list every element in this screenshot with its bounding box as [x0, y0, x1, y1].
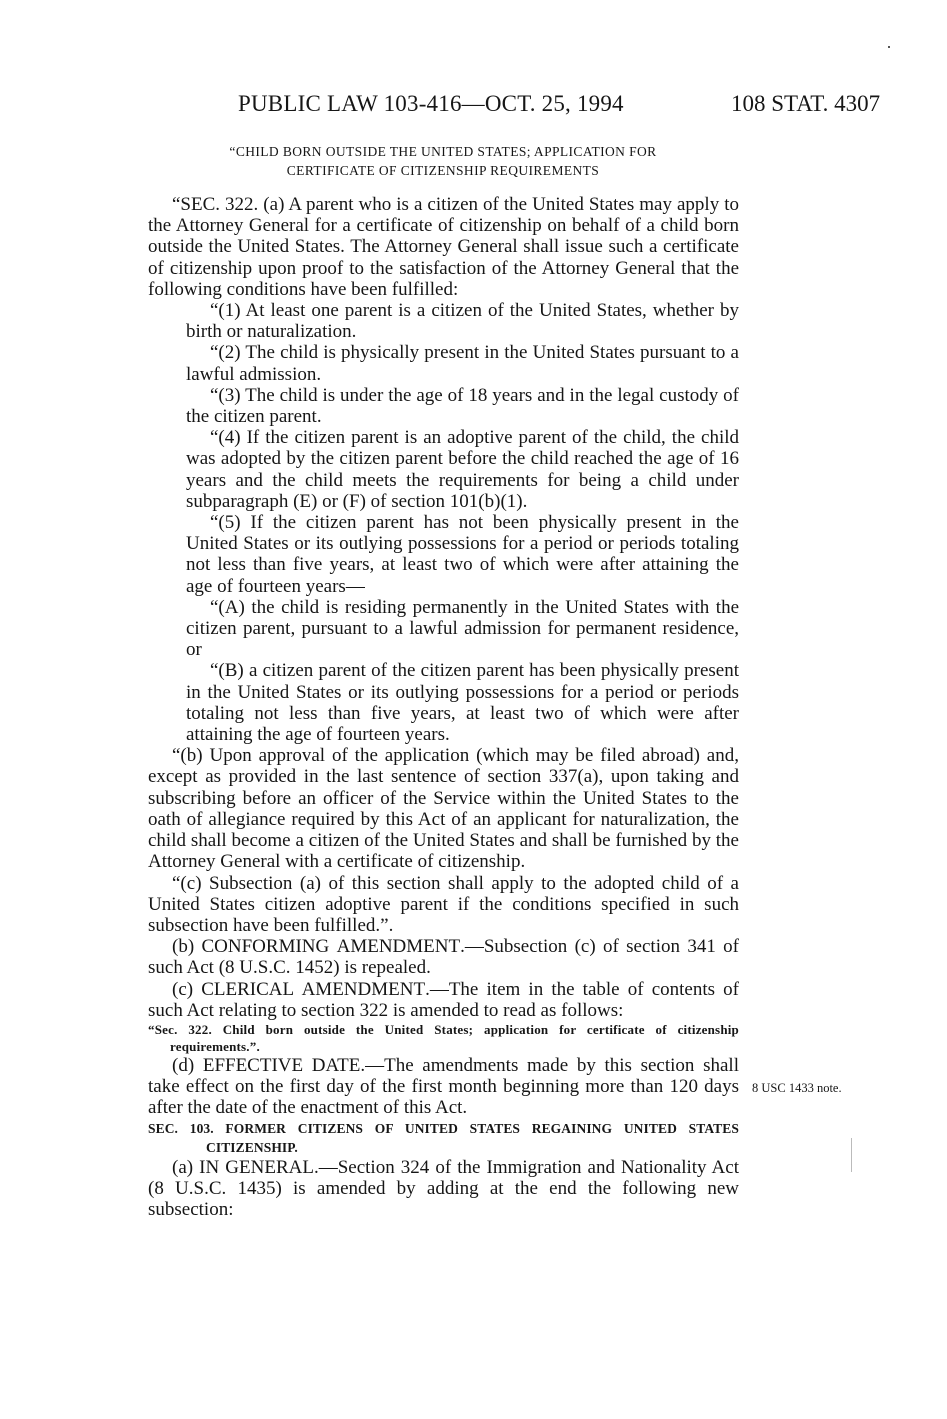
effective-text: .—The amendments made by this section shall take effect on the first day of the first month beginning more than 120 days after the date of the enactment of this Act.: [148, 1054, 739, 1119]
section-caption-line-2: CERTIFICATE OF CITIZENSHIP REQUIREMENTS: [286, 163, 600, 178]
sec-322-lead-smallcaps: EC: [191, 194, 216, 215]
conforming-label-2: A: [336, 936, 351, 958]
effective-label-2-smallcaps: ATE: [325, 1054, 361, 1076]
stat-page-number: 108 STAT. 4307: [731, 91, 881, 116]
subsection-b-paragraph: “(b) Upon approval of the application (which may be filed abroad) and, except as provided in the last sentence of section 337(a), upon taking and subscribing before an officer of the Service within the United States to the oath of allegiance required by this Act of an applicant for naturalization, the child shall become a citizen of the United States and shall be furnished by the Attorney General with a certificate of citizenship.: [148, 745, 739, 873]
body-text: [148, 194, 739, 1220]
margin-note: 8 USC 1433 note.: [752, 1081, 842, 1095]
scan-speck-top-right: [888, 46, 890, 48]
conforming-label: (b) C: [172, 936, 215, 958]
section-caption-line-1: “CHILD BORN OUTSIDE THE UNITED STATES; APPLICATION FOR: [229, 144, 657, 159]
clerical-label-2: A: [301, 978, 316, 1000]
section-322-paragraph: [148, 194, 739, 300]
scan-speck-right-edge: [851, 1138, 852, 1172]
conforming-label-2-smallcaps: MENDMENT: [350, 936, 461, 958]
effective-label-2: D: [311, 1054, 326, 1076]
sec-322-lead: “S: [172, 194, 191, 215]
effective-date-paragraph: [148, 1055, 739, 1119]
section-103-heading: SEC. 103. FORMER CITIZENS OF UNITED STATES REGAINING UNITED STATES CITIZENSHIP.: [148, 1120, 739, 1155]
effective-label-smallcaps: FFECTIVE: [214, 1054, 312, 1076]
general-label-smallcaps: N: [205, 1156, 226, 1178]
condition-5-a: “(A) the child is residing permanently in the United States with the citizen parent, pursuant to a lawful admission for permanent residence, or: [186, 596, 739, 661]
clerical-text: .—The item in the table of contents of such Act relating to section 322 is amended to read as follows:: [148, 978, 739, 1021]
conforming-label-smallcaps: ONFORMING: [214, 936, 337, 958]
clerical-label-2-smallcaps: MENDMENT: [315, 978, 426, 1000]
general-label: (a) I: [172, 1156, 206, 1178]
conforming-text: .—Subsection (c) of section 341 of such Act (8 U.S.C. 1452) is repealed.: [148, 936, 739, 979]
condition-3: “(3) The child is under the age of 18 years and in the legal custody of the citizen parent.: [186, 384, 739, 428]
condition-5-b: “(B) a citizen parent of the citizen parent has been physically present in the United States or its outlying possessions for a period or periods totaling not less than five years, at least two of which were after attaining the age of fourteen years.: [186, 660, 739, 746]
general-label-2: G: [225, 1156, 240, 1178]
section-caption: [148, 142, 738, 180]
subsection-c-paragraph: “(c) Subsection (a) of this section shall apply to the adopted child of a United States citizen adoptive parent if the conditions specified in such subsection have been fulfilled.”.: [148, 872, 739, 936]
conforming-amendment-paragraph: [148, 936, 739, 978]
general-label-2-smallcaps: ENERAL: [239, 1156, 314, 1178]
clerical-label: (c) C: [172, 978, 214, 1000]
condition-2: “(2) The child is physically present in the United States pursuant to a lawful admission.: [186, 342, 739, 385]
condition-1: “(1) At least one parent is a citizen of the United States, whether by birth or naturalization.: [186, 300, 739, 343]
clerical-amendment-paragraph: [148, 979, 739, 1021]
sec-322-text: . 322. (a) A parent who is a citizen of the United States may apply to the Attorney General for a certificate of citizenship on behalf of a child born outside the United States. The Attorney General shall issue such a certificate of citizenship upon proof to the satisfaction of the Attorney General that the following conditions have been fulfilled:: [148, 194, 739, 300]
general-text: .—Section 324 of the Immigration and Nationality Act (8 U.S.C. 1435) is amended by adding at the end the following new subsection:: [148, 1156, 739, 1220]
condition-4: “(4) If the citizen parent is an adoptive parent of the child, the child was adopted by the citizen parent before the child reached the age of 16 years and the child meets the requirements for being a child under subparagraph (E) or (F) of section 101(b)(1).: [186, 427, 739, 512]
running-header: PUBLIC LAW 103-416—OCT. 25, 1994: [238, 91, 624, 116]
clerical-label-smallcaps: LERICAL: [213, 978, 302, 1000]
effective-label: (d) E: [172, 1054, 215, 1076]
condition-5: “(5) If the citizen parent has not been physically present in the United States or its outlying possessions for a period or periods totaling not less than five years, at least two of which were after attaining the age of fourteen years—: [186, 512, 739, 597]
table-of-contents-item: “Sec. 322. Child born outside the United States; application for certificate of citizenship requirements.”.: [148, 1021, 739, 1054]
in-general-paragraph: [148, 1157, 739, 1221]
